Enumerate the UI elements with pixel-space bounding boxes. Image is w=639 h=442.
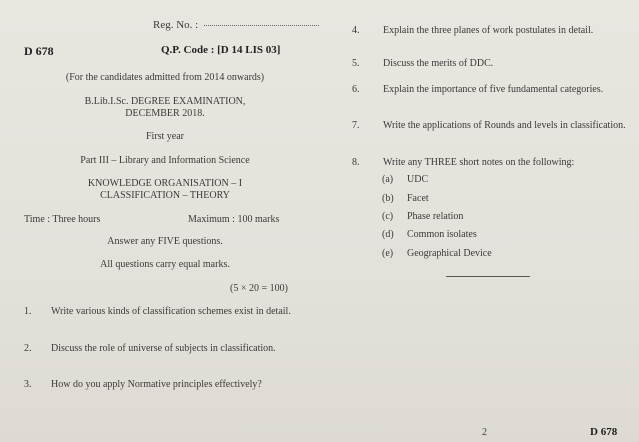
question-text: How do you apply Normative principles effectively?	[51, 379, 262, 390]
question-text: Write various kinds of classification schemes exist in detail.	[51, 306, 291, 317]
question-number: 3.	[24, 379, 32, 390]
part-subject: Part III – Library and Information Science	[80, 155, 250, 166]
short-note-label: (d)	[382, 229, 394, 240]
study-year: First year	[145, 131, 185, 142]
question-number: 8.	[352, 157, 360, 168]
question-number: 7.	[352, 120, 360, 131]
instruction-marks: All questions carry equal marks.	[100, 259, 230, 270]
reg-no-field	[204, 25, 319, 26]
paper-code: D 678	[24, 44, 54, 58]
question-text: Discuss the role of universe of subjects in classification.	[51, 343, 276, 354]
exam-session: DECEMBER 2018.	[125, 108, 205, 119]
question-8	[352, 157, 630, 171]
question-number: 5.	[352, 58, 360, 69]
question-3	[24, 379, 300, 405]
short-note-text: Common isolates	[407, 229, 477, 240]
footer-paper-code: D 678	[590, 426, 618, 438]
reg-no-label: Reg. No. :	[153, 19, 319, 31]
end-rule	[446, 276, 530, 277]
short-note-text: Phase relation	[407, 211, 464, 222]
question-2	[24, 343, 300, 369]
instruction-answer: Answer any FIVE questions.	[107, 236, 223, 247]
question-5	[352, 58, 630, 72]
question-number: 1.	[24, 306, 32, 317]
question-text: Explain the three planes of work postulates in detail.	[383, 25, 594, 36]
degree-title: B.Lib.I.Sc. DEGREE EXAMINATION,	[84, 96, 246, 107]
question-number: 4.	[352, 25, 360, 36]
short-note-label: (a)	[382, 174, 394, 185]
max-marks: Maximum : 100 marks	[188, 214, 280, 225]
subject-title-line2: CLASSIFICATION – THEORY	[100, 190, 230, 201]
question-7	[352, 120, 630, 146]
marks-formula: (5 × 20 = 100)	[230, 283, 288, 294]
question-text: Write any THREE short notes on the following:	[383, 157, 575, 168]
question-4	[352, 25, 630, 51]
question-number: 2.	[24, 343, 32, 354]
short-note-text: Geographical Device	[407, 248, 492, 259]
question-6	[352, 84, 630, 110]
page-number: 2	[482, 427, 487, 438]
short-note-label: (b)	[382, 193, 394, 204]
question-text: Discuss the merits of DDC.	[383, 58, 494, 69]
question-text: Write the applications of Rounds and levels in classification.	[383, 120, 626, 131]
short-note-label: (e)	[382, 248, 394, 259]
question-number: 6.	[352, 84, 360, 95]
question-text: Explain the importance of five fundamental categories.	[383, 84, 604, 95]
qp-code: Q.P. Code : [D 14 LIS 03]	[161, 44, 281, 56]
admission-note: (For the candidates admitted from 2014 onwards)	[65, 72, 265, 83]
short-note-text: Facet	[407, 193, 429, 204]
short-note-text: UDC	[407, 174, 429, 185]
short-note-label: (c)	[382, 211, 394, 222]
subject-title-line1: KNOWLEDGE ORGANISATION – I	[87, 178, 243, 189]
question-1	[24, 306, 300, 332]
exam-time: Time : Three hours	[24, 214, 101, 225]
